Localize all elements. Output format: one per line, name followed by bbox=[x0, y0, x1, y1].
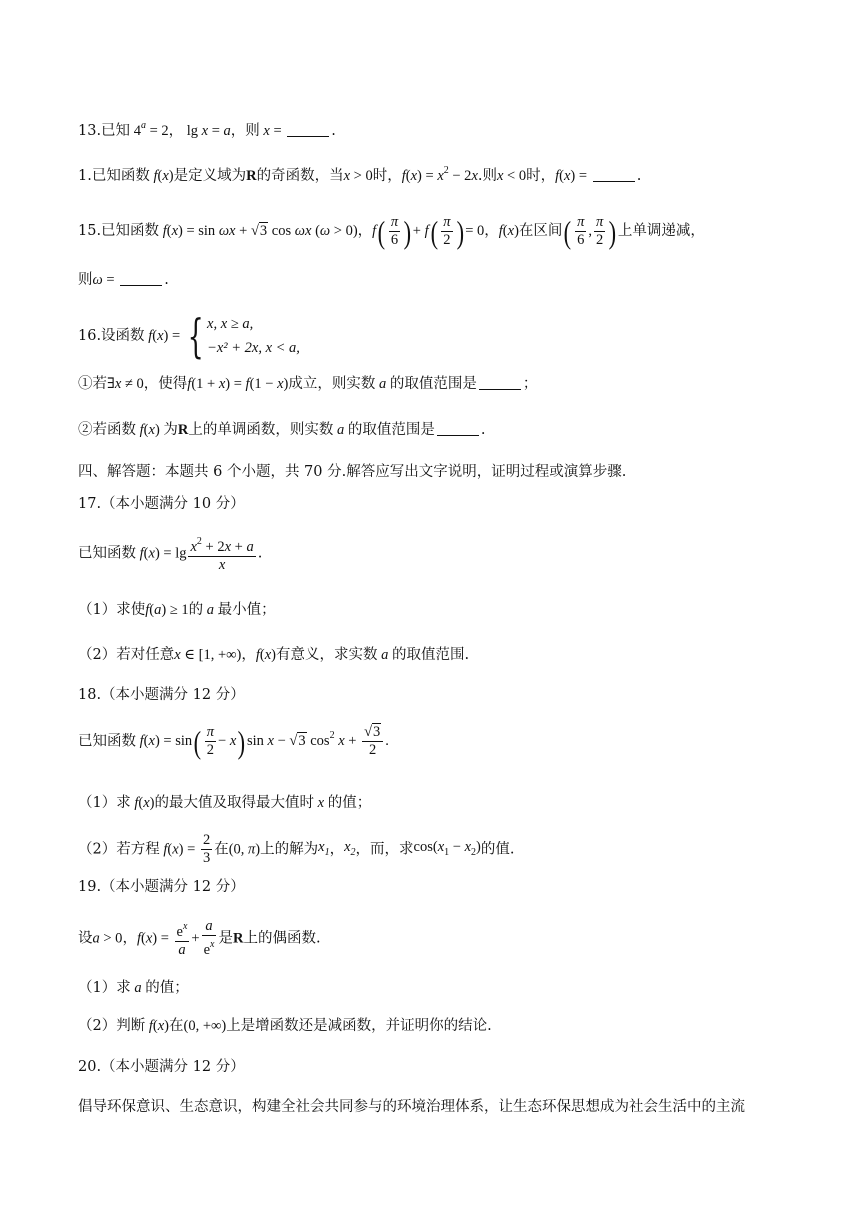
question-16 bbox=[78, 309, 300, 363]
q17-s2-range: x ∈ [1, +∞) bbox=[174, 647, 242, 663]
q19-s2-c: 上是增函数还是减函数，并证明你的结论. bbox=[226, 1018, 492, 1034]
q18-s2-a: （2）若方程 bbox=[78, 841, 160, 858]
q16-cases bbox=[207, 312, 300, 360]
q15-formula: f(x) = sin ωx + √3 cos ωx (ω > 0)，f( $\frac{\pi}{6}$ ) + f( $\frac{\pi}{2}$ ) = 0，f(x) bbox=[162, 213, 519, 250]
q15-omega: ω bbox=[92, 272, 103, 288]
q16-brace: { bbox=[187, 309, 204, 363]
q16-p2-var: a bbox=[333, 422, 348, 438]
q19-s2-interval: (0, +∞) bbox=[183, 1018, 227, 1034]
q14-end: . bbox=[636, 168, 642, 184]
q16-p2-real: R bbox=[177, 422, 189, 438]
q17-s1-b: 的 bbox=[188, 602, 204, 618]
q14-text-4: .则 bbox=[477, 168, 497, 184]
q18-s2-b: 在 bbox=[214, 841, 229, 858]
q16-p2-a: ②若函数 bbox=[78, 422, 136, 438]
q18-s2-frac: $\frac{2}{3}$ bbox=[202, 832, 211, 866]
q20-heading: 20.（本小题满分 12 分） bbox=[78, 1059, 245, 1075]
q16-fx: f(x) = bbox=[148, 328, 184, 344]
q18-s2-x1: $x_1$ bbox=[318, 838, 330, 858]
q18-s2-f: 的值. bbox=[480, 841, 515, 858]
q16-p1-c: 成立，则实数 bbox=[288, 376, 376, 392]
q16-p1-d: 的取值范围是 bbox=[389, 376, 477, 392]
q18-s1-var: x bbox=[314, 795, 328, 811]
q16-label: 16.设函数 bbox=[78, 328, 145, 344]
q13-then: ，则 bbox=[230, 123, 260, 139]
q19-intro: 设a > 0，f(x) = $\frac{e^x}{a}$ + $\frac{a}{e^x}$ 是R上的偶函数. bbox=[78, 918, 321, 958]
q19-s1-var: a bbox=[130, 980, 146, 996]
question-16-part2 bbox=[78, 420, 486, 440]
q18-heading: 18.（本小题满分 12 分） bbox=[78, 687, 245, 703]
q18-intro-text: 已知函数 bbox=[78, 733, 136, 750]
q19-intro-b: ， bbox=[122, 930, 137, 947]
q15-text-2: 上单调递减， bbox=[617, 222, 705, 239]
q16-p2-end: . bbox=[480, 422, 486, 438]
q13-formula-1: $4^a = 2$ bbox=[130, 120, 169, 139]
q19-part2 bbox=[78, 1016, 492, 1036]
q17-s2-a: （2）若对任意 bbox=[78, 647, 175, 663]
q19-intro-d: 上的偶函数. bbox=[243, 930, 321, 947]
q18-s2-interval: (0, π) bbox=[228, 841, 261, 858]
q15-line2-text: 则 bbox=[78, 272, 93, 288]
q19-s2-a: （2）判断 bbox=[78, 1018, 146, 1034]
q18-s1-a: （1）求 bbox=[78, 795, 131, 811]
q16-p1-end: ； bbox=[522, 376, 538, 392]
q17-intro-text: 已知函数 bbox=[78, 545, 136, 562]
q18-s2-eq: f(x) = bbox=[163, 841, 199, 858]
q16-p2-fx: f(x) bbox=[139, 422, 164, 438]
section-4-heading: 四、解答题：本题共 6 个小题，共 70 分.解答应写出文字说明，证明过程或演算步骤. bbox=[78, 464, 627, 480]
q18-part1 bbox=[78, 793, 371, 813]
q14-label: 1.已知函数 bbox=[78, 168, 150, 184]
q17-heading: 17.（本小题满分 10 分） bbox=[78, 496, 245, 512]
q18-s1-b: 的最大值及取得最大值时 bbox=[154, 795, 315, 811]
q19-part1 bbox=[78, 978, 189, 998]
question-15-line2: 则ω = . bbox=[78, 272, 169, 288]
q14-text-2: 的奇函数，当 bbox=[256, 168, 344, 184]
q18-s1-fx: f(x) bbox=[134, 795, 155, 811]
q13-formula-3: x = bbox=[263, 123, 286, 139]
q13-sep: ， bbox=[168, 123, 184, 139]
q15-label: 15.已知函数 bbox=[78, 222, 160, 239]
q14-text-5: 时， bbox=[526, 168, 556, 184]
q17-s1-cond: f(a) ≥ 1 bbox=[145, 602, 189, 618]
q16-p1-a: ①若 bbox=[78, 376, 107, 392]
q13-answer-blank[interactable] bbox=[287, 122, 329, 137]
q14-fx2: f(x) = bbox=[555, 168, 591, 184]
q16-p2-answer-blank[interactable] bbox=[437, 421, 479, 436]
q15-interval: ( $\frac{\pi}{6}$ , $\frac{\pi}{2}$ ) bbox=[564, 213, 617, 250]
question-14 bbox=[78, 161, 641, 186]
q19-fx: f(x) = bbox=[136, 930, 173, 947]
q17-s2-b: ， bbox=[241, 647, 256, 663]
q16-p2-b: 为 bbox=[163, 422, 178, 438]
q18-s1-c: 的值； bbox=[327, 795, 372, 811]
q20-text: 倡导环保意识、生态意识，构建全社会共同参与的环境治理体系，让生态环保思想成为社会生活中的主流 bbox=[78, 1099, 745, 1115]
q17-s1-var: a bbox=[203, 602, 218, 618]
q17-s2-fx: f(x) bbox=[255, 647, 276, 663]
q14-fx: f(x) bbox=[153, 168, 174, 184]
q16-p1-eq: f(1 + x) = f(1 − x) bbox=[187, 376, 289, 392]
q16-case-1: x, x ≥ a, bbox=[207, 316, 254, 332]
q13-label: 13.已知 bbox=[78, 123, 131, 139]
q14-def: $f(x) = x^2 - 2x$ bbox=[401, 165, 478, 184]
q18-intro bbox=[78, 724, 389, 770]
q16-p1-answer-blank[interactable] bbox=[479, 375, 521, 390]
q19-intro-c: 是 bbox=[218, 930, 233, 947]
q19-intro-a: 设 bbox=[78, 930, 93, 947]
q16-p1-b: ，使得 bbox=[143, 376, 188, 392]
q14-text-1: 是定义域为 bbox=[173, 168, 247, 184]
q18-s2-cos: $\cos(x_1 - x_2)$ bbox=[413, 838, 481, 858]
q18-s2-e: ，而，求 bbox=[355, 841, 414, 858]
q16-p2-d: 的取值范围是 bbox=[347, 422, 435, 438]
q17-s1-a: （1）求使 bbox=[78, 602, 146, 618]
q13-end: . bbox=[331, 123, 336, 139]
q13-formula-2: lg x = a bbox=[183, 123, 231, 139]
q17-part2 bbox=[78, 645, 469, 665]
question-15 bbox=[78, 214, 705, 249]
q17-s2-c: 有意义，求实数 bbox=[275, 647, 378, 663]
q19-s2-b: 在 bbox=[169, 1018, 184, 1034]
q16-p1-var: a bbox=[375, 376, 390, 392]
q17-s2-var: a bbox=[377, 647, 392, 663]
q14-cond2: x < 0 bbox=[496, 168, 527, 184]
q15-end: . bbox=[164, 272, 169, 288]
q17-s1-c: 最小值； bbox=[217, 602, 276, 618]
q16-case-2: −x² + 2x, x < a, bbox=[207, 340, 300, 356]
q17-intro: 已知函数 f(x) = lg $\frac{x^2 + 2x + a}{x}$ . bbox=[78, 533, 262, 577]
q17-s2-d: 的取值范围. bbox=[391, 647, 470, 663]
q16-p1-exists: ∃x ≠ 0 bbox=[107, 376, 144, 392]
q18-formula: f(x) = sin( $\frac{\pi}{2}$ − x) sin x − √3 $\cos^2 x$ + $\frac{√3}{2}$ . bbox=[139, 723, 389, 760]
q18-part2 bbox=[78, 832, 514, 876]
q15-text-1: 在区间 bbox=[518, 222, 563, 239]
q15-answer-blank[interactable] bbox=[120, 271, 162, 286]
q19-frac-1: $\frac{e^x}{a}$ bbox=[175, 918, 190, 959]
q19-s1-a: （1）求 bbox=[78, 980, 131, 996]
q19-cond: a > 0 bbox=[92, 930, 123, 947]
q18-s2-c: 上的解为 bbox=[260, 841, 319, 858]
question-13 bbox=[78, 116, 336, 141]
q14-answer-blank[interactable] bbox=[593, 167, 635, 182]
q18-s2-x2: $x_2$ bbox=[344, 838, 356, 858]
q17-fraction: $\frac{x^2 + 2x + a}{x}$ bbox=[188, 533, 255, 574]
q14-cond: x > 0 bbox=[343, 168, 373, 184]
q17-part1 bbox=[78, 600, 276, 620]
q14-real-set: R bbox=[246, 168, 257, 184]
q19-s1-b: 的值； bbox=[145, 980, 189, 996]
q18-s2-d: ， bbox=[329, 841, 345, 858]
q14-text-3: 时， bbox=[372, 168, 402, 184]
q19-frac-2: $\frac{a}{e^x}$ bbox=[203, 918, 215, 958]
q17-formula: f(x) = lg bbox=[139, 545, 187, 562]
question-16-part1 bbox=[78, 374, 537, 394]
q19-s2-fx: f(x) bbox=[148, 1018, 170, 1034]
q19-real: R bbox=[232, 930, 244, 947]
q19-heading: 19.（本小题满分 12 分） bbox=[78, 879, 245, 895]
q16-p2-c: 上的单调函数，则实数 bbox=[188, 422, 334, 438]
